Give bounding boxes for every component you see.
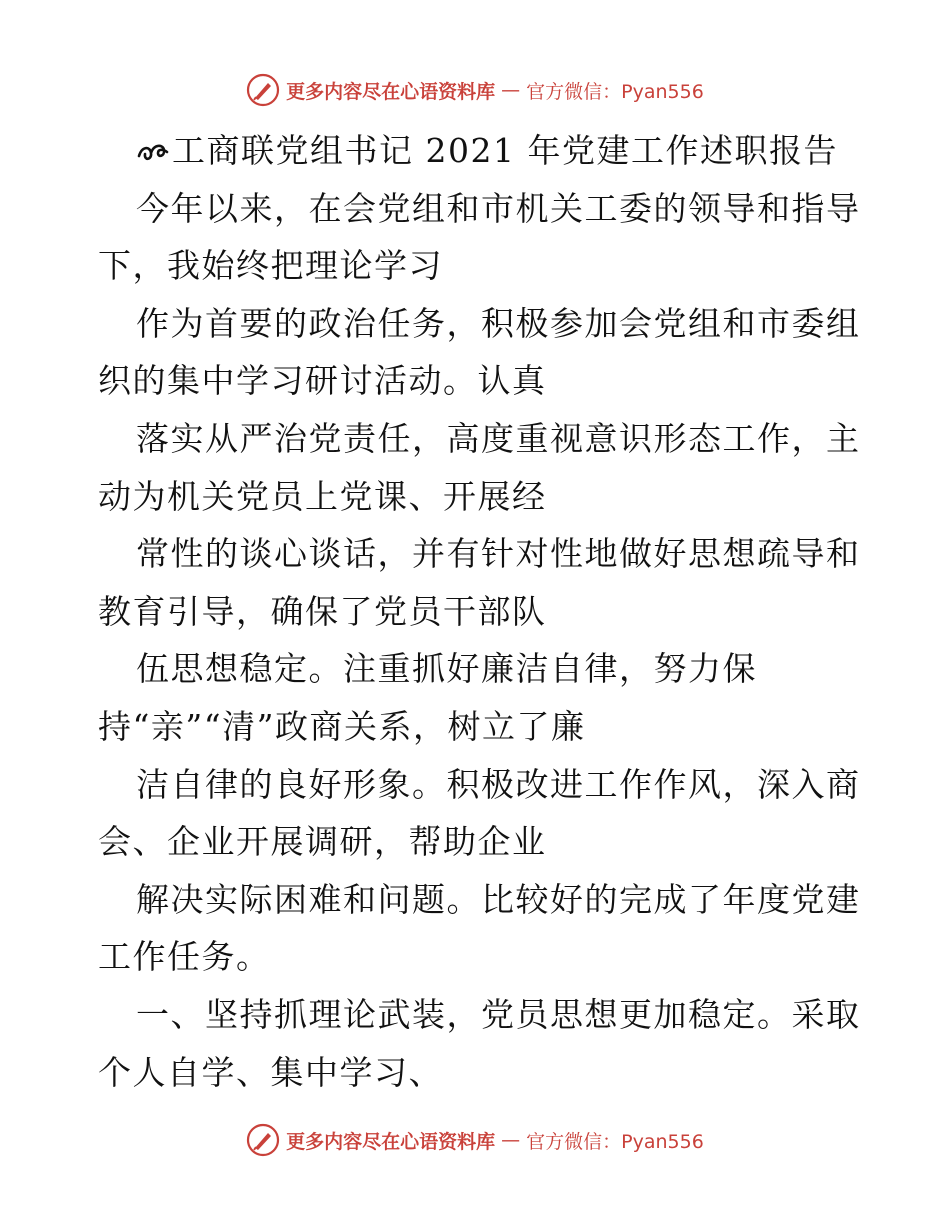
watermark-contact: 官方微信：Pyan556 <box>526 1130 704 1153</box>
paragraph-line: 常性的谈心谈话，并有针对性地做好思想疏导和 <box>136 534 861 574</box>
feather-pen-logo-icon <box>246 1123 280 1157</box>
feather-pen-logo-icon <box>246 73 280 107</box>
header-watermark <box>0 70 950 110</box>
paragraph-line: 作为首要的政治任务，积极参加会党组和市委组 <box>136 303 861 343</box>
watermark-brand: 更多内容尽在心语资料库 <box>286 1130 496 1153</box>
watermark-contact: 官方微信：Pyan556 <box>526 80 704 103</box>
footer-watermark <box>0 1120 950 1160</box>
ornament-glyph-icon <box>136 136 170 166</box>
watermark-brand: 更多内容尽在心语资料库 <box>286 80 496 103</box>
paragraph-line: 持“亲”“清”政商关系，树立了廉 <box>98 706 586 746</box>
document-body <box>98 122 868 1101</box>
paragraph-line: 教育引导，确保了党员干部队 <box>98 591 547 631</box>
paragraph-line: 落实从严治党责任，高度重视意识形态工作，主 <box>136 418 861 458</box>
watermark-separator: — <box>501 79 521 101</box>
document-title: 工商联党组书记 2021 年党建工作述职报告 <box>172 131 838 170</box>
document-title-line <box>98 122 868 180</box>
paragraph-line: 解决实际困难和问题。比较好的完成了年度党建 <box>136 879 861 919</box>
watermark-separator: — <box>501 1129 521 1151</box>
paragraph-line: 今年以来，在会党组和市机关工委的领导和指导 <box>136 188 861 228</box>
paragraph-line: 下，我始终把理论学习 <box>98 246 443 286</box>
paragraph-line: 伍思想稳定。注重抓好廉洁自律，努力保 <box>136 649 757 689</box>
paragraph-line: 个人自学、集中学习、 <box>98 1052 443 1092</box>
paragraph-line: 工作任务。 <box>98 937 271 977</box>
paragraph-line: 动为机关党员上党课、开展经 <box>98 476 547 516</box>
paragraph-line: 洁自律的良好形象。积极改进工作作风，深入商 <box>136 764 861 804</box>
paragraph-line: 织的集中学习研讨活动。认真 <box>98 361 547 401</box>
section-heading-line: 一、坚持抓理论武装，党员思想更加稳定。采取 <box>136 994 861 1034</box>
paragraph-line: 会、企业开展调研，帮助企业 <box>98 822 547 862</box>
